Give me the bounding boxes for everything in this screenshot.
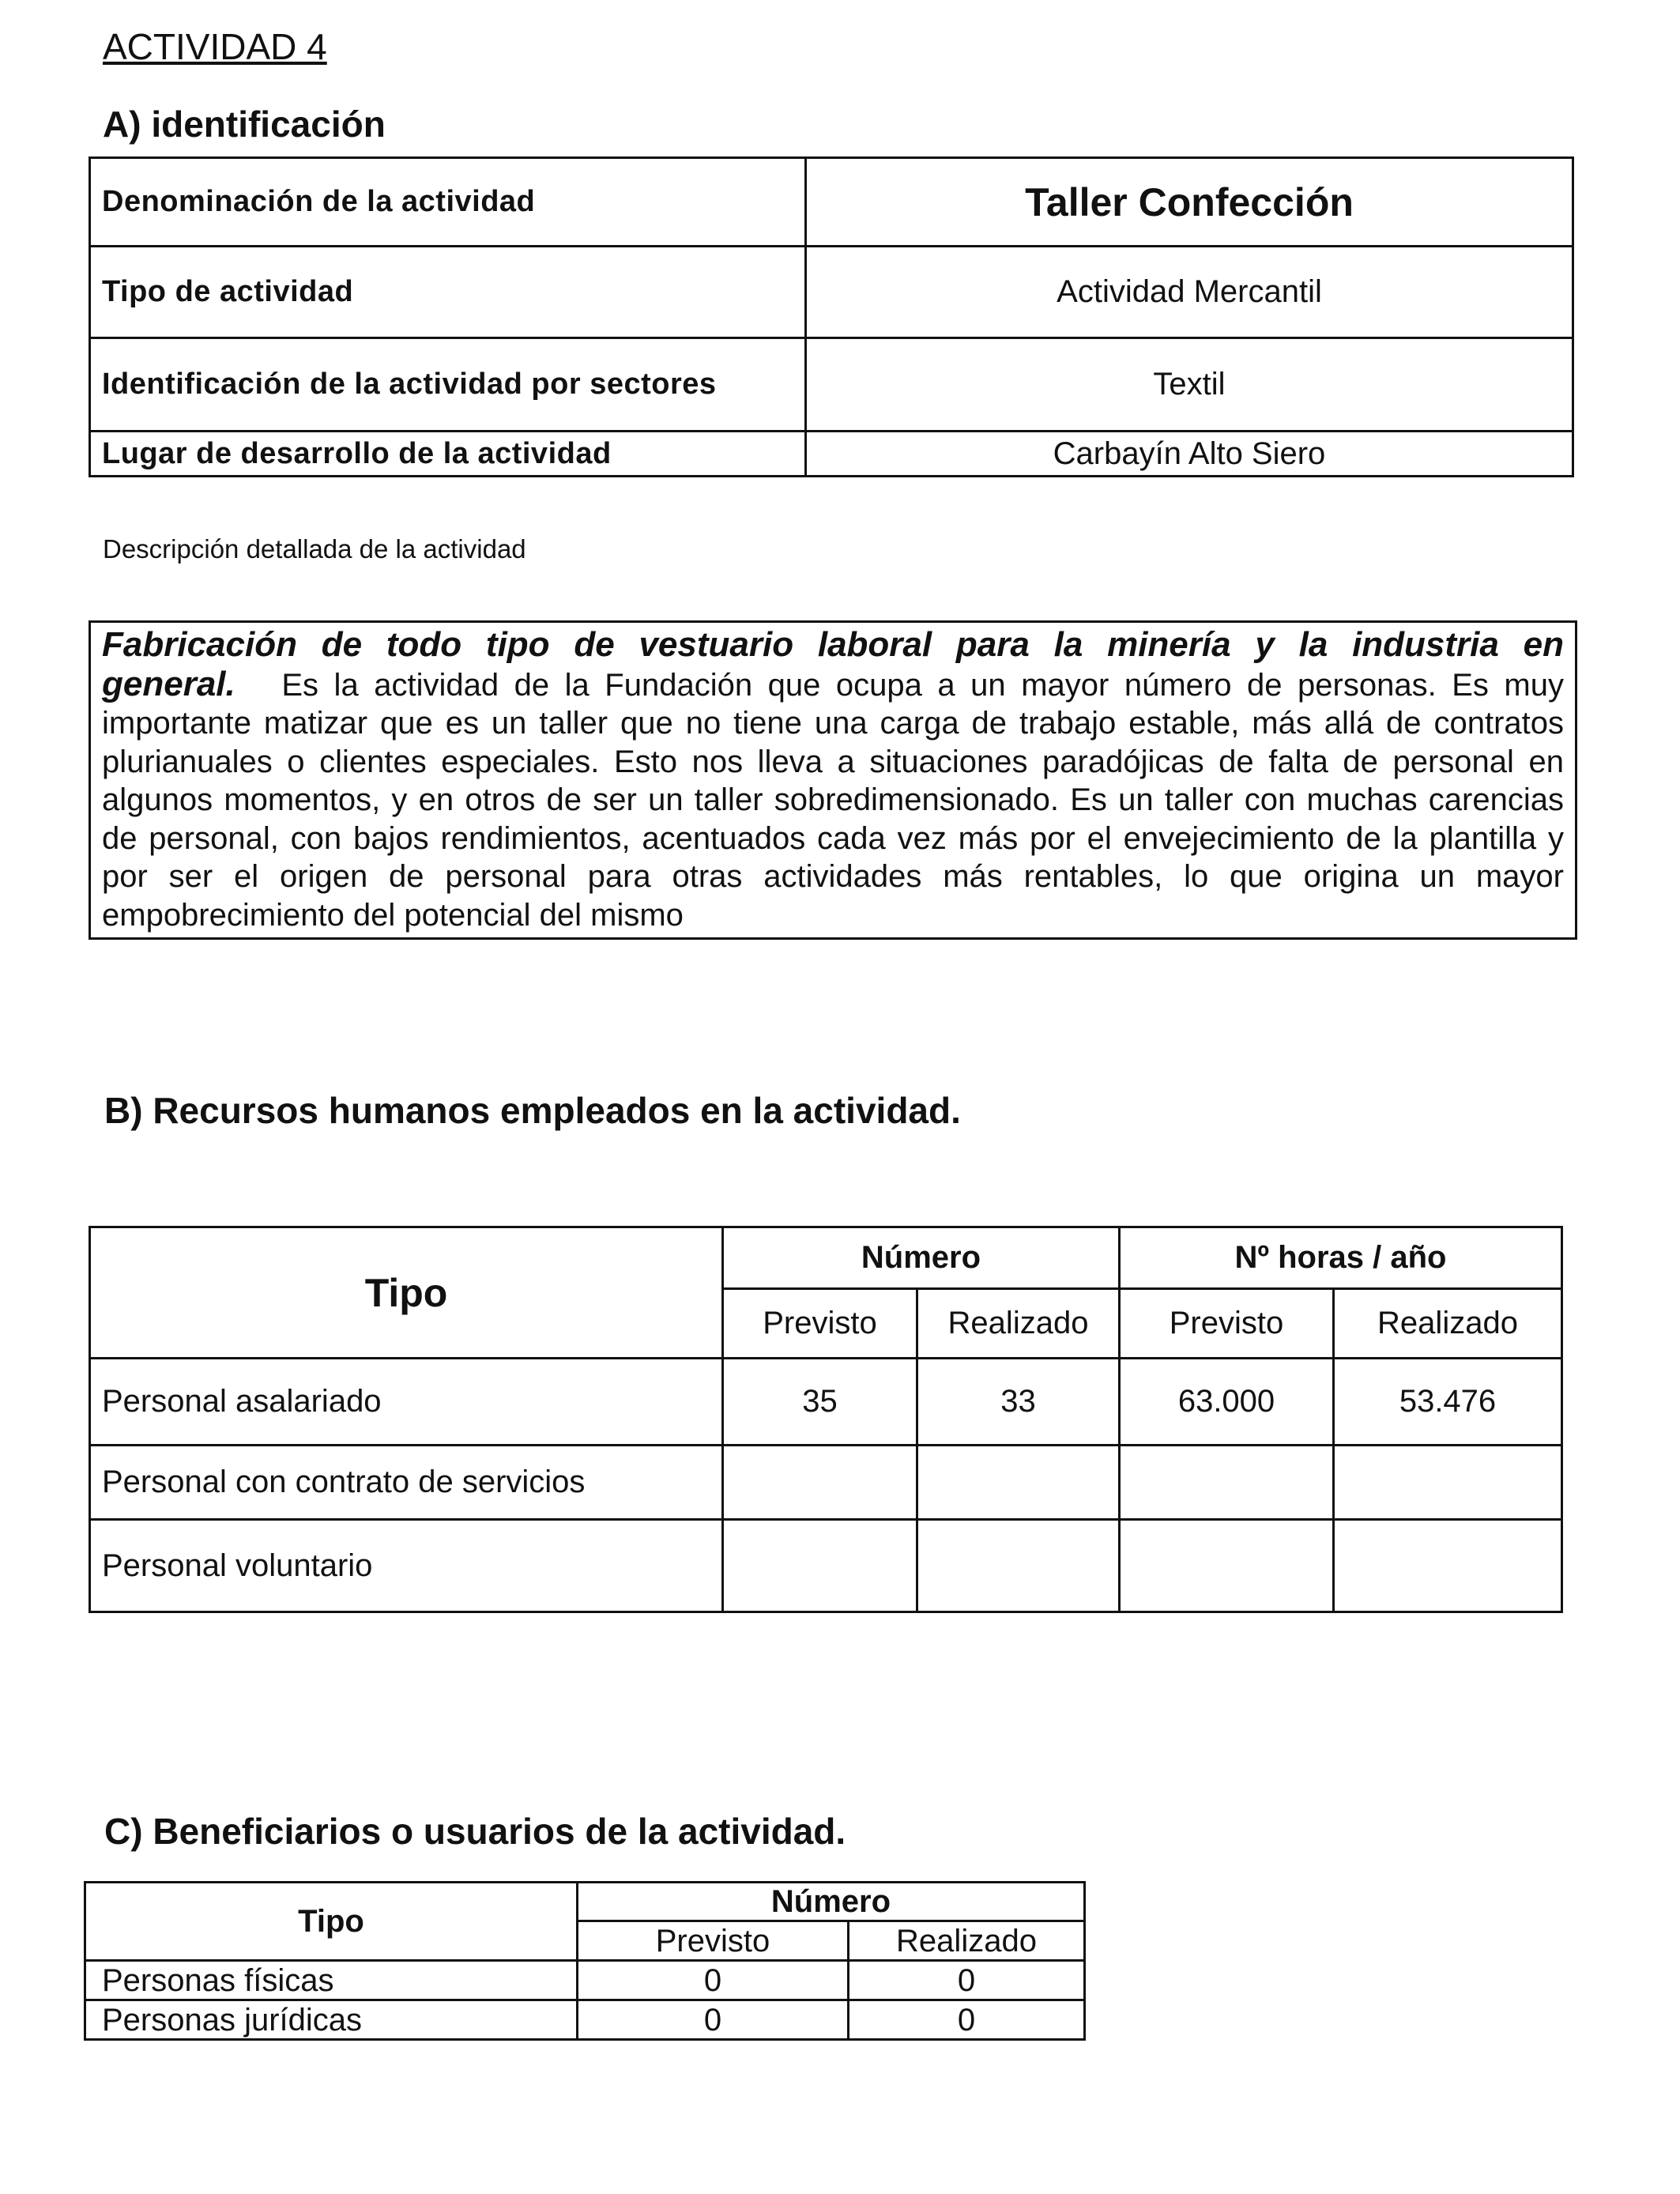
activity-name: Taller Confección: [806, 158, 1573, 247]
table-row: [90, 432, 1573, 477]
num-realizado: 33: [917, 1359, 1120, 1446]
horas-realizado: [1334, 1520, 1562, 1612]
table-row: [90, 1446, 1562, 1520]
row-tipo: Personas jurídicas: [85, 2000, 578, 2040]
beneficiaries-table: [84, 1881, 1086, 2041]
num-previsto: [723, 1446, 917, 1520]
num-previsto: [723, 1520, 917, 1612]
row-label: Tipo de actividad: [90, 247, 806, 338]
row-label: Lugar de desarrollo de la actividad: [90, 432, 806, 477]
table-row: [85, 2000, 1085, 2040]
num-realizado: [917, 1520, 1120, 1612]
col-tipo: Tipo: [90, 1227, 723, 1359]
row-tipo: Personas físicas: [85, 1961, 578, 2000]
row-label: Identificación de la actividad por sectores: [90, 338, 806, 432]
document-title: ACTIVIDAD 4: [103, 26, 327, 67]
section-c-heading: C) Beneficiarios o usuarios de la actividad.: [104, 1811, 846, 1852]
row-tipo: Personal voluntario: [90, 1520, 723, 1612]
num-realizado: [917, 1446, 1120, 1520]
horas-previsto: [1120, 1520, 1334, 1612]
col-numero: Número: [578, 1883, 1085, 1921]
sub-previsto: Previsto: [723, 1289, 917, 1359]
horas-previsto: [1120, 1446, 1334, 1520]
table-row: [90, 247, 1573, 338]
table-row: [90, 1359, 1562, 1446]
description-lead: Fabricación de todo tipo de vestuario laboral para la minería y la industria en general.: [102, 625, 1564, 703]
horas-realizado: 53.476: [1334, 1359, 1562, 1446]
col-numero: Número: [723, 1227, 1120, 1289]
horas-previsto: 63.000: [1120, 1359, 1334, 1446]
section-a-heading: A) identificación: [103, 104, 386, 145]
row-value: Textil: [806, 338, 1573, 432]
sub-realizado: Realizado: [849, 1921, 1085, 1961]
human-resources-table: [89, 1226, 1563, 1613]
table-row: [90, 158, 1573, 247]
table-row: [90, 1520, 1562, 1612]
table-row: [85, 1961, 1085, 2000]
description-box: [89, 620, 1577, 940]
row-tipo: Personal con contrato de servicios: [90, 1446, 723, 1520]
horas-realizado: [1334, 1446, 1562, 1520]
row-value: Carbayín Alto Siero: [806, 432, 1573, 477]
realizado: 0: [849, 2000, 1085, 2040]
table-header-row: [85, 1883, 1085, 1921]
sub-realizado: Realizado: [1334, 1289, 1562, 1359]
num-previsto: 35: [723, 1359, 917, 1446]
row-tipo: Personal asalariado: [90, 1359, 723, 1446]
sub-realizado: Realizado: [917, 1289, 1120, 1359]
sub-previsto: Previsto: [578, 1921, 849, 1961]
sub-previsto: Previsto: [1120, 1289, 1334, 1359]
col-tipo: Tipo: [85, 1883, 578, 1961]
description-body: Es la actividad de la Fundación que ocupa a un mayor número de personas. Es muy importante matizar que es un taller que no tiene una carga de trabajo estable, más allá de contratos plurianuales o clientes especiales. Esto nos lleva a situaciones paradójicas de falta de personal en algunos momentos, y en otros de ser un taller sobredimensionado. Es un taller con muchas carencias de personal, con bajos rendimientos, acentuados cada vez más por el envejecimiento de la plantilla y por ser el origen de personal para otras actividades más rentables, lo que origina un mayor empobrecimiento del potencial del mismo: [102, 667, 1564, 933]
previsto: 0: [578, 1961, 849, 2000]
identification-table: [89, 156, 1574, 477]
row-label: Denominación de la actividad: [90, 158, 806, 247]
col-horas: Nº horas / año: [1120, 1227, 1562, 1289]
realizado: 0: [849, 1961, 1085, 2000]
table-row: [90, 338, 1573, 432]
table-header-row: [90, 1227, 1562, 1289]
row-value: Actividad Mercantil: [806, 247, 1573, 338]
previsto: 0: [578, 2000, 849, 2040]
description-label: Descripción detallada de la actividad: [103, 534, 526, 564]
section-b-heading: B) Recursos humanos empleados en la actividad.: [104, 1090, 961, 1131]
